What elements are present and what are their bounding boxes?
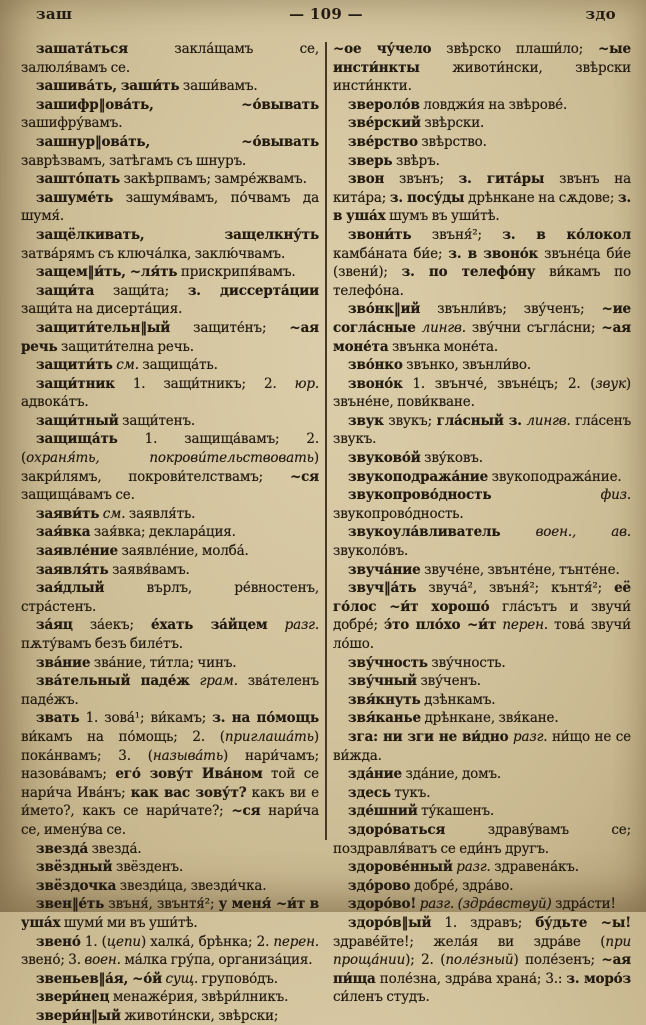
translation-text: 1. звънче́, звъне́цъ; 2. ( <box>402 375 596 392</box>
headword: звоно́к <box>348 375 403 392</box>
translation-text: звъня́, звънтя́²; <box>104 896 219 913</box>
grammar-label: юр. <box>294 375 319 392</box>
dictionary-entry <box>21 226 319 263</box>
column-left <box>21 40 319 1025</box>
grammar-label: физ. <box>491 487 631 504</box>
translation-text: прискрипя́вамъ. <box>177 264 296 281</box>
page-header <box>36 5 616 25</box>
headword: звероло́в <box>348 96 420 113</box>
translation-text: звѣръ. <box>392 152 440 169</box>
headword: защем‖и́ть, ~ля́ть <box>36 264 178 281</box>
translation-text: защи́та на дисерта́ция. <box>21 301 183 318</box>
translation-text: камба́ната би́е; <box>333 245 449 262</box>
headword: зву́чный <box>348 673 417 690</box>
dictionary-entry <box>21 616 319 653</box>
translation-text: звукопрово́дность. <box>333 505 464 522</box>
headword: заяви́ть <box>36 505 100 522</box>
translation-text: здраве́йте!; жела́я ви здра́ве ( <box>333 933 606 950</box>
headword: зашнур‖ова́ть, ~о́вывать <box>36 133 319 150</box>
dictionary-entry <box>333 579 631 653</box>
headword: защи́тный <box>36 412 119 429</box>
translation-text: звезда́. <box>88 840 142 857</box>
dictionary-entry <box>21 319 319 356</box>
translation-text: защища́вамъ се. <box>21 487 135 504</box>
dictionary-entry <box>21 263 319 282</box>
headword: з. в ко́локол <box>502 226 631 243</box>
translation-text: ни́що не се ви́жда. <box>333 728 631 764</box>
grammar-label: приглаша́ть <box>224 728 314 745</box>
grammar-label: при проща́нии <box>333 933 631 969</box>
translation-text: зва́ние, ти́тла; чинъ. <box>90 654 237 671</box>
headword: зве́рский <box>348 115 421 132</box>
grammar-label: грам. <box>189 673 238 690</box>
grammar-label: перен. <box>496 617 548 634</box>
translation-text: заврѣзвамъ, затѣгамъ съ шнуръ. <box>21 152 247 169</box>
translation-text: зая́вка; деклара́ция. <box>90 524 236 541</box>
column-right <box>333 40 631 1025</box>
headword: ~ая речь <box>21 319 319 355</box>
headword: звя́кнуть <box>348 691 421 708</box>
dictionary-entry <box>21 412 319 431</box>
translation-text: звуче́не, звънте́не, тънте́не. <box>420 561 620 578</box>
dictionary-entry <box>333 170 631 226</box>
translation-text: шуми́ ми въ уши́тѣ. <box>60 914 198 931</box>
headword: зде́шний <box>348 803 418 820</box>
grammar-label: перен. <box>273 933 319 950</box>
translation-text: пѫту́вамъ безъ биле́тъ. <box>21 636 183 652</box>
headword: зво́нк‖ий <box>348 301 421 318</box>
headword: е́хать за́йцем <box>151 617 268 634</box>
translation-text: звъне́ца би́е (звени́); <box>333 245 632 281</box>
headword: бу́дьте ~ы! <box>535 914 631 931</box>
headword: гла́сный з. <box>436 412 522 429</box>
headword: звеньев‖а́я, ~о́й <box>36 970 162 987</box>
dictionary-entry <box>333 40 631 96</box>
dictionary-entry <box>333 375 631 412</box>
dictionary-entry <box>333 300 631 356</box>
dictionary-entry <box>21 970 319 989</box>
translation-text: звѣрско плаши́ло; <box>431 41 599 57</box>
dictionary-entry <box>21 189 319 226</box>
dictionary-entry <box>333 672 631 691</box>
translation-text: зву́чность. <box>427 654 506 671</box>
grammar-label: лингв. <box>415 319 466 336</box>
grammar-label: см. <box>112 357 139 374</box>
headword: зва́ние <box>36 654 91 671</box>
translation-text: звънка моне́та. <box>388 338 499 355</box>
translation-text: върлъ, ре́вностенъ, стра́стенъ. <box>21 580 319 615</box>
headword: звезда́ <box>36 840 89 857</box>
translation-text: звънъ; <box>384 171 459 188</box>
translation-text: адвока́тъ. <box>21 394 89 411</box>
headword: его́ зову́т Ива́ном <box>115 766 263 783</box>
headword: зга: ни зги не ви́дно <box>348 728 509 745</box>
translation-text: ма́лка гру́па, организа́ция. <box>120 952 313 969</box>
dictionary-entry <box>333 654 631 673</box>
headword: звук <box>348 412 384 429</box>
dictionary-entry <box>333 412 631 449</box>
translation-text: животи́нски, звѣрски; <box>120 1007 279 1024</box>
translation-text: зда́ние, домъ. <box>401 766 502 783</box>
translation-text: зву́ковъ. <box>420 450 483 467</box>
dictionary-entry <box>21 542 319 561</box>
dictionary-entry <box>21 654 319 673</box>
translation-text: шумъ въ уши́тѣ. <box>385 208 500 225</box>
headword: защёлкивать, защелкну́ть <box>36 226 319 243</box>
translation-text: животи́нски, звѣрски инсти́нкти. <box>333 59 631 95</box>
headword: зашива́ть, заши́ть <box>36 78 180 95</box>
translation-text: закла́щамъ се, залюля́вамъ се. <box>21 41 319 76</box>
headword: зашто́пать <box>36 171 121 188</box>
translation-text: заши́вамъ. <box>179 78 258 95</box>
grammar-label: цепи <box>106 933 141 950</box>
dictionary-entry <box>21 877 319 896</box>
headword: ~ая пи́ща <box>333 952 631 987</box>
headword: ~ые инсти́нкты <box>333 41 631 76</box>
dictionary-entry <box>21 840 319 859</box>
translation-text: ) нари́чамъ; назова́вамъ; <box>21 747 319 783</box>
headword: звери́н‖ый <box>36 1007 121 1024</box>
translation-text: ); 2. ( <box>405 952 446 969</box>
translation-text: ) закри́лямъ, покрови́телствамъ; <box>21 450 319 485</box>
translation-text: звёзденъ. <box>112 859 184 876</box>
grammar-label: воен. <box>84 952 121 969</box>
translation-text: дзѣнкамъ. <box>420 691 496 708</box>
headword: зашифр‖ова́ть, ~о́вывать <box>36 96 319 113</box>
headword: у меня́ ~и́т в уша́х <box>21 896 319 931</box>
dictionary-entry <box>21 375 319 412</box>
dictionary-entry <box>333 152 631 171</box>
headword: здесь <box>348 784 391 801</box>
headword: звери́нец <box>36 989 110 1006</box>
translation-text: той се нари́ча Ива́нъ; <box>21 766 319 801</box>
dictionary-entry <box>333 133 631 152</box>
dictionary-entry <box>333 96 631 115</box>
dictionary-entry <box>21 933 319 970</box>
headword: защи́тник <box>36 375 115 392</box>
headword: звя́канье <box>348 710 421 727</box>
dictionary-entry <box>333 114 631 133</box>
dictionary-entry <box>333 877 631 896</box>
grammar-label: охраня́ть, покрови́тельствовать <box>26 450 314 467</box>
translation-text: гла́сътъ и звучи́ добре́; <box>333 598 631 634</box>
dictionary-entry <box>333 709 631 728</box>
dictionary-entry <box>21 988 319 1007</box>
grammar-label: разг. (здра́вствуй) <box>416 896 552 913</box>
translation-text: защи́та; <box>94 282 188 299</box>
headword: зая́вка <box>36 524 91 541</box>
headword: зда́ние <box>348 766 402 783</box>
translation-text: тукъ. <box>390 784 431 801</box>
translation-text: заявле́ние, молба́. <box>117 543 249 560</box>
headword: з. диссерта́ции <box>187 282 319 299</box>
translation-text: звѣрство. <box>417 133 487 150</box>
headword: ~ся <box>289 468 319 485</box>
translation-text: звуча́², звъня́²; кънтя́²; <box>416 580 615 597</box>
translation-text: защища́ть. <box>138 357 218 374</box>
translation-text: зва́теленъ паде́жъ. <box>21 673 319 708</box>
translation-text: зашумя́вамъ, по́чвамъ да шумя́. <box>21 189 319 225</box>
grammar-label: разг. <box>452 859 491 876</box>
grammar-label: называ́ть <box>152 747 224 764</box>
dictionary-entry <box>21 282 319 319</box>
translation-text: ви́камъ на по́мощь; 2. ( <box>21 728 225 745</box>
translation-text: заявя́вамъ. <box>108 561 190 578</box>
text-columns <box>21 40 631 1025</box>
headword: звукопрово́дность <box>348 487 492 504</box>
translation-text: това́ звучи́ ло́шо. <box>333 617 631 652</box>
dictionary-entry <box>21 356 319 375</box>
grammar-label: разг. <box>267 617 319 634</box>
translation-text: поле́зна, здра́ва храна́; 3.: <box>375 970 567 987</box>
translation-text: ) звъне́не, пови́кване. <box>333 375 631 411</box>
headword: здоро́ваться <box>348 821 446 838</box>
dictionary-entry <box>21 709 319 839</box>
headword: как вас зову́т? <box>130 784 247 801</box>
headword: заявля́ть <box>36 561 109 578</box>
guide-word-left: заш <box>36 5 73 23</box>
translation-text: закѣрпвамъ; замре́жвамъ. <box>120 171 307 188</box>
dictionary-entry <box>333 561 631 580</box>
headword: её го́лос ~и́т хорошо́ <box>333 580 631 615</box>
translation-text: заявля́ть. <box>125 505 196 522</box>
headword: з. в звоно́к <box>448 245 539 262</box>
headword: здорове́нный <box>348 859 453 876</box>
headword: за́яц <box>36 617 73 634</box>
headword: зву́чность <box>348 654 428 671</box>
grammar-label: сущ. <box>161 970 199 987</box>
translation-text: звъня́²; <box>411 226 503 243</box>
headword: з. гита́ры <box>458 171 545 188</box>
headword: зая́длый <box>36 580 105 597</box>
dictionary-entry <box>21 579 319 616</box>
headword: зверь <box>348 152 393 169</box>
headword: ~ие согла́сные <box>333 301 631 336</box>
dictionary-entry <box>21 77 319 96</box>
translation-text: дрѣнкане на сѫдове; <box>464 189 618 206</box>
translation-text: затва́рямъ съ ключа́лка, заклю́чвамъ. <box>21 245 286 262</box>
headword: звуча́ние <box>348 561 421 578</box>
headword: зва́тельный паде́ж <box>36 673 190 690</box>
headword: з. посу́ды <box>389 189 465 206</box>
dictionary-entry <box>333 226 631 300</box>
translation-text: здравена́къ. <box>490 859 579 876</box>
translation-text: звукоподража́ние. <box>488 468 622 485</box>
grammar-label: разг. <box>508 728 548 745</box>
headword: защити́тельн‖ый <box>36 319 171 336</box>
headword: защити́ть <box>36 357 113 374</box>
translation-text: добре́, здра́во. <box>410 877 514 894</box>
dictionary-entry <box>333 449 631 468</box>
translation-text: ) пока́нвамъ; 3. ( <box>21 728 319 764</box>
dictionary-entry <box>333 728 631 765</box>
translation-text: звънко, звънли́во. <box>402 357 531 374</box>
dictionary-entry <box>333 523 631 560</box>
translation-text: звено́; 3. <box>21 952 85 969</box>
translation-text: зву́чни съгла́сни; <box>465 319 602 336</box>
dictionary-entry <box>333 821 631 858</box>
dictionary-entry <box>333 895 631 914</box>
dictionary-entry <box>21 672 319 709</box>
dictionary-entry <box>21 1007 319 1025</box>
headword: заявле́ние <box>36 543 118 560</box>
headword: звено́ <box>36 933 81 950</box>
dictionary-entry <box>21 561 319 580</box>
dictionary-entry <box>21 430 319 504</box>
dictionary-entry <box>333 784 631 803</box>
headword: здоро́в‖ый <box>348 914 432 931</box>
translation-text: звънъ на кита́ра; <box>333 171 632 206</box>
headword: звёздочка <box>36 877 117 894</box>
headword: звать <box>36 710 80 727</box>
translation-text: ви́камъ по телефо́на. <box>333 264 631 299</box>
translation-text: 1. защища́вамъ; 2. ( <box>21 431 319 467</box>
translation-text: звуколо́въ. <box>333 543 409 560</box>
translation-text: нари́ча се, имену́ва се. <box>21 803 319 838</box>
translation-text: за́екъ; <box>72 617 152 634</box>
dictionary-entry <box>21 523 319 542</box>
headword: звони́ть <box>348 226 412 243</box>
headword: звон <box>348 171 385 188</box>
headword: ~ое чу́чело <box>333 41 432 57</box>
dictionary-entry <box>333 914 631 1007</box>
headword: ~ся <box>231 803 261 820</box>
headword: звуково́й <box>348 450 421 467</box>
dictionary-entry <box>21 895 319 932</box>
translation-text: какъ ви е и́мето?, какъ се нари́чате?; <box>21 784 319 820</box>
grammar-label: поле́зный <box>445 952 514 969</box>
translation-text: зашифру́вамъ. <box>21 115 123 132</box>
dictionary-entry <box>21 170 319 189</box>
dictionary-entry <box>333 356 631 375</box>
translation-text: ловджи́я на звѣрове́. <box>419 96 568 113</box>
headword: звёздный <box>36 859 113 876</box>
translation-text: 1. защи́тникъ; 2. <box>114 375 295 392</box>
translation-text: здра́сти! <box>551 896 616 913</box>
headword: здо́рово <box>348 877 411 894</box>
headword: з. моро́з <box>566 970 631 987</box>
translation-text: 1. ( <box>80 933 107 950</box>
translation-text: защи́тенъ. <box>118 412 196 429</box>
translation-text: менаже́рия, звѣри́лникъ. <box>109 989 289 1006</box>
headword: защища́ть <box>36 431 118 448</box>
headword: звуч‖а́ть <box>348 580 417 597</box>
translation-text: 1. здравъ; <box>431 914 536 931</box>
headword: зве́рство <box>348 133 418 150</box>
translation-text: звѣрски. <box>420 115 485 132</box>
headword: з. на по́мощь <box>212 710 320 727</box>
translation-text: здраву́вамъ се; поздравля́ватъ се еди́нъ другъ. <box>333 821 631 857</box>
headword: зашуме́ть <box>36 189 114 206</box>
headword: зашата́ться <box>36 41 128 57</box>
dictionary-entry <box>21 858 319 877</box>
headword: звен‖е́ть <box>36 896 105 913</box>
translation-text: ) халка́, брѣнка; 2. <box>140 933 274 950</box>
headword: э́то пло́хо ~и́т <box>384 617 497 634</box>
headword: звукоподража́ние <box>348 468 489 485</box>
grammar-label: звук <box>595 375 626 392</box>
dictionary-entry <box>333 691 631 710</box>
translation-text: звезди́ца, звезди́чка. <box>116 877 267 894</box>
grammar-label: лингв. <box>521 412 571 429</box>
dictionary-entry <box>21 505 319 524</box>
translation-text: 1. зова́¹; ви́камъ; <box>79 710 213 727</box>
translation-text: гла́сенъ звукъ. <box>333 412 632 448</box>
translation-text: зву́ченъ. <box>416 673 481 690</box>
headword: здоро́во! <box>348 896 417 913</box>
dictionary-entry <box>333 468 631 487</box>
headword: зво́нко <box>348 357 403 374</box>
headword: з. по телефо́ну <box>401 264 536 281</box>
dictionary-entry <box>21 133 319 170</box>
dictionary-entry <box>21 40 319 77</box>
translation-text: ту́кашенъ. <box>417 803 495 820</box>
grammar-label: см. <box>99 505 126 522</box>
dictionary-entry <box>333 802 631 821</box>
translation-text: дрѣнкане, звя́кане. <box>420 710 559 727</box>
headword: защи́та <box>36 282 95 299</box>
translation-text: защите́нъ; <box>170 319 290 336</box>
translation-text: групово́дъ. <box>198 970 278 987</box>
grammar-label: воен., ав. <box>500 524 631 541</box>
dictionary-entry <box>333 765 631 784</box>
guide-word-right: здо <box>585 5 616 23</box>
translation-text: звънли́въ; зву́ченъ; <box>420 301 602 318</box>
page-number: — 109 — <box>289 5 363 23</box>
headword: ~ая моне́та <box>333 319 631 355</box>
dictionary-entry <box>333 486 631 523</box>
dictionary-entry <box>333 858 631 877</box>
translation-text: ) поле́зенъ; <box>513 952 602 969</box>
translation-text: защити́телна речь. <box>57 338 194 355</box>
translation-text: звукъ; <box>383 412 437 429</box>
headword: з. в уша́х <box>333 189 632 225</box>
translation-text: си́ленъ студъ. <box>333 989 430 1006</box>
dictionary-entry <box>21 96 319 133</box>
headword: звукоула́вливатель <box>348 524 501 541</box>
